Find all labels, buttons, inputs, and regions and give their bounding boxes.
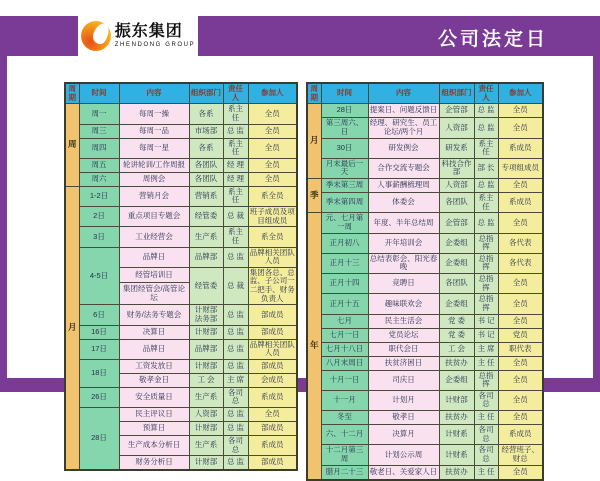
part-cell: 全员 — [498, 179, 543, 193]
part-cell: 各代表 — [498, 233, 543, 253]
time-cell: 正月十四 — [321, 274, 368, 294]
table-row — [307, 233, 543, 253]
resp-cell: 书 记 — [474, 328, 498, 342]
table-row — [65, 186, 297, 206]
dept-cell: 生产系 — [189, 387, 223, 407]
resp-cell: 各司总 — [223, 387, 248, 407]
resp-cell: 系主任 — [223, 186, 248, 206]
table-row — [65, 305, 297, 325]
content-cell: 工资发放日 — [119, 359, 189, 373]
time-cell: 第三周六、日 — [321, 118, 368, 138]
resp-cell: 总指挥 — [474, 233, 498, 253]
time-cell: 2日 — [79, 207, 119, 227]
dept-cell: 计财部 法务部 — [189, 305, 223, 325]
content-cell: 民主生活会 — [368, 314, 439, 328]
resp-cell: 总指挥 — [474, 294, 498, 314]
resp-cell: 总 裁 — [223, 207, 248, 227]
content-cell: 敬孝日 — [368, 411, 439, 425]
content-cell: 每周一品 — [119, 124, 189, 138]
time-cell: 冬至 — [321, 411, 368, 425]
content-cell: 每周一操 — [119, 104, 189, 124]
dept-cell: 工 会 — [439, 342, 474, 356]
column-header: 参加人 — [498, 83, 543, 104]
frame-left-strip — [0, 56, 7, 386]
header-row — [65, 83, 297, 104]
part-cell: 全员 — [248, 172, 297, 186]
time-cell: 30日 — [321, 138, 368, 158]
weekly-monthly-table — [64, 82, 298, 471]
content-cell: 民主评议日 — [119, 408, 189, 422]
part-cell: 党员 — [498, 328, 543, 342]
table-row — [65, 339, 297, 359]
table-row — [307, 425, 543, 445]
table-row — [65, 172, 297, 186]
content-cell: 计划月 — [368, 390, 439, 410]
content-cell: 研发例会 — [368, 138, 439, 158]
time-cell: 七月一日 — [321, 328, 368, 342]
time-cell: 26日 — [79, 387, 119, 407]
table-row — [65, 325, 297, 339]
resp-cell: 总 监 — [223, 305, 248, 325]
time-cell: 正月十三 — [321, 253, 368, 273]
resp-cell: 各司总 — [474, 390, 498, 410]
part-cell: 全员 — [498, 213, 543, 233]
content-cell: 经管培训日 — [119, 267, 189, 282]
resp-cell: 主 任 — [474, 465, 498, 480]
column-header: 组织部门 — [189, 83, 223, 104]
content-cell: 每周一星 — [119, 138, 189, 158]
time-cell: 八月末周日 — [321, 356, 368, 370]
time-cell: 6日 — [79, 305, 119, 325]
time-cell: 4-5日 — [79, 247, 119, 305]
page-title: 公司法定日 — [437, 29, 548, 50]
time-cell: 七月 — [321, 314, 368, 328]
content-cell: 轮讲轮训/工作周报 — [119, 158, 189, 172]
table-row — [65, 359, 297, 373]
dept-cell: 企委组 — [439, 233, 474, 253]
dept-cell: 经管委 — [189, 267, 223, 305]
dept-cell: 计财部 — [189, 422, 223, 436]
part-cell: 集团各总、总监、子公司一二把手、财务负责人 — [248, 267, 297, 305]
table-row — [65, 124, 297, 138]
dept-cell: 企委组 — [439, 294, 474, 314]
dept-cell: 人资部 — [189, 408, 223, 422]
resp-cell: 总 监 — [223, 359, 248, 373]
period-cell: 年 — [307, 213, 321, 480]
part-cell: 各代表 — [498, 253, 543, 273]
time-cell: 17日 — [79, 339, 119, 359]
company-logo — [78, 16, 198, 56]
column-header: 内容 — [368, 83, 439, 104]
content-cell: 经理、研究生、员工论坛/两个月 — [368, 118, 439, 138]
resp-cell: 总指挥 — [474, 253, 498, 273]
dept-cell: 各团队 — [189, 158, 223, 172]
dept-cell: 各系 — [189, 138, 223, 158]
table-row — [307, 274, 543, 294]
dept-cell: 计财系 — [439, 425, 474, 445]
content-cell: 品牌日 — [119, 339, 189, 359]
time-cell: 28日 — [79, 408, 119, 471]
part-cell: 系全员 — [248, 227, 297, 247]
resp-cell: 总 监 — [474, 104, 498, 118]
time-cell: 3日 — [79, 227, 119, 247]
resp-cell: 系主任 — [223, 104, 248, 124]
dept-cell: 经管委 — [189, 207, 223, 227]
dept-cell: 人资部 — [439, 179, 474, 193]
part-cell: 全员 — [498, 314, 543, 328]
resp-cell: 主 任 — [474, 356, 498, 370]
resp-cell: 总 裁 — [223, 267, 248, 305]
time-cell: 十一月 — [321, 390, 368, 410]
resp-cell: 系主任 — [474, 193, 498, 213]
table-row — [65, 207, 297, 227]
frame-right-strip — [593, 56, 600, 386]
dept-cell: 计财部 — [189, 456, 223, 471]
resp-cell: 总 监 — [223, 339, 248, 359]
content-cell: 提案日、问题反馈日 — [368, 104, 439, 118]
part-cell: 部成员 — [248, 305, 297, 325]
dept-cell: 工 会 — [189, 373, 223, 387]
table-row — [65, 158, 297, 172]
content-cell: 生产成本分析日 — [119, 436, 189, 456]
part-cell: 系成员 — [498, 425, 543, 445]
dept-cell: 科技合作部 — [439, 158, 474, 178]
time-cell: 十月一日 — [321, 370, 368, 390]
part-cell: 全员 — [498, 274, 543, 294]
resp-cell: 部 长 — [474, 158, 498, 178]
table-row — [65, 104, 297, 124]
table-row — [307, 328, 543, 342]
part-cell: 品牌相关团队人员 — [248, 247, 297, 267]
part-cell: 全员 — [248, 138, 297, 158]
dept-cell: 人资部 — [439, 118, 474, 138]
resp-cell: 主 任 — [474, 411, 498, 425]
part-cell: 全员 — [248, 408, 297, 422]
column-header: 组织部门 — [439, 83, 474, 104]
dept-cell: 各团队 — [439, 193, 474, 213]
time-cell: 周四 — [79, 138, 119, 158]
content-cell: 人事薪酬梳理周 — [368, 179, 439, 193]
dept-cell: 各系 — [189, 104, 223, 124]
part-cell: 专项组成员 — [498, 158, 543, 178]
part-cell: 会成员 — [248, 373, 297, 387]
content-cell: 体委会 — [368, 193, 439, 213]
dept-cell: 计财部 — [439, 390, 474, 410]
time-cell: 周三 — [79, 124, 119, 138]
period-cell: 季 — [307, 179, 321, 213]
column-header: 参加人 — [248, 83, 297, 104]
table-row — [307, 356, 543, 370]
period-cell: 月 — [65, 186, 79, 470]
table-row — [307, 193, 543, 213]
dept-cell: 扶贫办 — [439, 465, 474, 480]
dept-cell: 品牌部 — [189, 339, 223, 359]
left-schedule-table — [64, 82, 298, 471]
table-row — [307, 158, 543, 178]
dept-cell: 生产系 — [189, 436, 223, 456]
resp-cell: 主 席 — [223, 373, 248, 387]
part-cell: 全员 — [248, 104, 297, 124]
logo-english-name: ZHENDONG GROUP — [114, 42, 196, 48]
content-cell: 安全质量日 — [119, 387, 189, 407]
part-cell: 系成员 — [498, 138, 543, 158]
resp-cell: 总指挥 — [474, 274, 498, 294]
part-cell: 部成员 — [248, 456, 297, 471]
resp-cell: 经 理 — [223, 158, 248, 172]
resp-cell: 总 监 — [223, 456, 248, 471]
column-header: 周期 — [65, 83, 79, 104]
time-cell: 1-2日 — [79, 186, 119, 206]
resp-cell: 系主任 — [474, 138, 498, 158]
table-row — [307, 104, 543, 118]
time-cell: 七月十八日 — [321, 342, 368, 356]
dept-cell: 生产系 — [189, 227, 223, 247]
time-cell: 周六 — [79, 172, 119, 186]
right-schedule-table — [306, 82, 544, 481]
part-cell: 全员 — [498, 294, 543, 314]
column-header: 时间 — [321, 83, 368, 104]
column-header: 时间 — [79, 83, 119, 104]
table-row — [65, 387, 297, 407]
time-cell: 正月十五 — [321, 294, 368, 314]
table-row — [307, 253, 543, 273]
time-cell: 周五 — [79, 158, 119, 172]
part-cell: 全员 — [498, 465, 543, 480]
dept-cell: 扶贫办 — [439, 356, 474, 370]
part-cell: 全员 — [248, 158, 297, 172]
table-row — [65, 138, 297, 158]
table-row — [65, 408, 297, 422]
period-cell: 周 — [65, 104, 79, 187]
dept-cell: 营销系 — [189, 186, 223, 206]
content-cell: 财务/法务专题会 — [119, 305, 189, 325]
dept-cell: 党 委 — [439, 314, 474, 328]
table-row — [307, 138, 543, 158]
header-row — [307, 83, 543, 104]
content-cell: 决算日 — [119, 325, 189, 339]
table-row — [307, 342, 543, 356]
part-cell: 全员 — [498, 390, 543, 410]
content-cell: 品牌日 — [119, 247, 189, 267]
part-cell: 全员 — [498, 104, 543, 118]
resp-cell: 总 监 — [474, 118, 498, 138]
content-cell: 敬老日、关爱家人日 — [368, 465, 439, 480]
part-cell: 部成员 — [248, 359, 297, 373]
part-cell: 系成员 — [248, 436, 297, 456]
part-cell: 全员 — [498, 118, 543, 138]
dept-cell: 计财系 — [439, 445, 474, 465]
content-cell: 总结表彰会、阳光春晚 — [368, 253, 439, 273]
table-row — [307, 118, 543, 138]
resp-cell: 经 理 — [223, 172, 248, 186]
part-cell: 系全员 — [248, 186, 297, 206]
content-cell: 预算日 — [119, 422, 189, 436]
content-cell: 决算月 — [368, 425, 439, 445]
resp-cell: 总 监 — [223, 408, 248, 422]
resp-cell: 总 监 — [474, 179, 498, 193]
content-cell: 竞聘日 — [368, 274, 439, 294]
table-row — [307, 411, 543, 425]
content-cell: 扶贫济困日 — [368, 356, 439, 370]
dept-cell: 计财部 — [189, 325, 223, 339]
table-row — [307, 314, 543, 328]
content-cell: 计划公示周 — [368, 445, 439, 465]
part-cell: 系成员 — [248, 387, 297, 407]
resp-cell: 总 监 — [223, 325, 248, 339]
part-cell: 全员 — [498, 356, 543, 370]
content-cell: 集团经管会/高管论坛 — [119, 283, 189, 305]
time-cell: 18日 — [79, 359, 119, 387]
time-cell: 十二月第三周 — [321, 445, 368, 465]
resp-cell: 书 记 — [474, 314, 498, 328]
resp-cell: 总 监 — [474, 213, 498, 233]
content-cell: 年度、半年总结周 — [368, 213, 439, 233]
column-header: 内容 — [119, 83, 189, 104]
table-row — [307, 179, 543, 193]
resp-cell: 总 监 — [223, 247, 248, 267]
content-cell: 司庆日 — [368, 370, 439, 390]
table-row — [307, 390, 543, 410]
time-cell: 元、七月第一周 — [321, 213, 368, 233]
dept-cell: 各团队 — [439, 274, 474, 294]
content-cell: 周例会 — [119, 172, 189, 186]
part-cell: 部成员 — [248, 325, 297, 339]
content-cell: 重点项目专题会 — [119, 207, 189, 227]
period-cell: 月 — [307, 104, 321, 179]
dept-cell: 研发系 — [439, 138, 474, 158]
dept-cell: 计财部 — [189, 359, 223, 373]
resp-cell: 总 监 — [223, 422, 248, 436]
content-cell: 营销月会 — [119, 186, 189, 206]
time-cell: 周一 — [79, 104, 119, 124]
table-row — [307, 213, 543, 233]
dept-cell: 党 委 — [439, 328, 474, 342]
resp-cell: 主 席 — [474, 342, 498, 356]
part-cell: 职代表 — [498, 342, 543, 356]
content-cell: 开年培训会 — [368, 233, 439, 253]
resp-cell: 总 监 — [223, 124, 248, 138]
part-cell: 全员 — [498, 370, 543, 390]
table-row — [65, 247, 297, 267]
resp-cell: 总指挥 — [474, 370, 498, 390]
content-cell: 合作交流专题会 — [368, 158, 439, 178]
time-cell: 六、十二月 — [321, 425, 368, 445]
dept-cell: 扶贫办 — [439, 411, 474, 425]
monthly-quarterly-yearly-table — [306, 82, 544, 481]
time-cell: 28日 — [321, 104, 368, 118]
content-cell: 党员论坛 — [368, 328, 439, 342]
content-cell: 财务分析日 — [119, 456, 189, 471]
column-header: 责任人 — [474, 83, 498, 104]
content-cell: 敬孝金日 — [119, 373, 189, 387]
dept-cell: 企委组 — [439, 370, 474, 390]
part-cell: 班子成员及项目组成员 — [248, 207, 297, 227]
logo-chinese-name: 振东集团 — [114, 23, 183, 40]
resp-cell: 各司总 — [223, 436, 248, 456]
dept-cell: 企委组 — [439, 253, 474, 273]
time-cell: 月末最后一天 — [321, 158, 368, 178]
dept-cell: 企管部 — [439, 104, 474, 118]
resp-cell: 系主任 — [223, 227, 248, 247]
column-header: 周期 — [307, 83, 321, 104]
resp-cell: 系主任 — [223, 138, 248, 158]
content-cell: 趣味联欢会 — [368, 294, 439, 314]
table-row — [307, 370, 543, 390]
part-cell: 全员 — [248, 124, 297, 138]
table-row — [307, 465, 543, 480]
time-cell: 正月初八 — [321, 233, 368, 253]
dept-cell: 各团队 — [189, 172, 223, 186]
content-cell: 职代会日 — [368, 342, 439, 356]
table-row — [307, 445, 543, 465]
resp-cell: 各司总 — [474, 425, 498, 445]
logo-flame-icon — [81, 21, 111, 51]
part-cell: 全员 — [498, 411, 543, 425]
time-cell: 16日 — [79, 325, 119, 339]
part-cell: 部成员 — [248, 422, 297, 436]
part-cell: 经营班子、财总 — [498, 445, 543, 465]
table-row — [65, 227, 297, 247]
resp-cell: 各司总 — [474, 445, 498, 465]
time-cell: 季末第三周 — [321, 179, 368, 193]
time-cell: 季末第四周 — [321, 193, 368, 213]
time-cell: 腊月二十三 — [321, 465, 368, 480]
dept-cell: 品牌部 — [189, 247, 223, 267]
content-cell: 工业经营会 — [119, 227, 189, 247]
table-row — [307, 294, 543, 314]
dept-cell: 市场部 — [189, 124, 223, 138]
column-header: 责任人 — [223, 83, 248, 104]
part-cell: 系成员 — [498, 193, 543, 213]
dept-cell: 企管部 — [439, 213, 474, 233]
part-cell: 品牌相关团队人员 — [248, 339, 297, 359]
